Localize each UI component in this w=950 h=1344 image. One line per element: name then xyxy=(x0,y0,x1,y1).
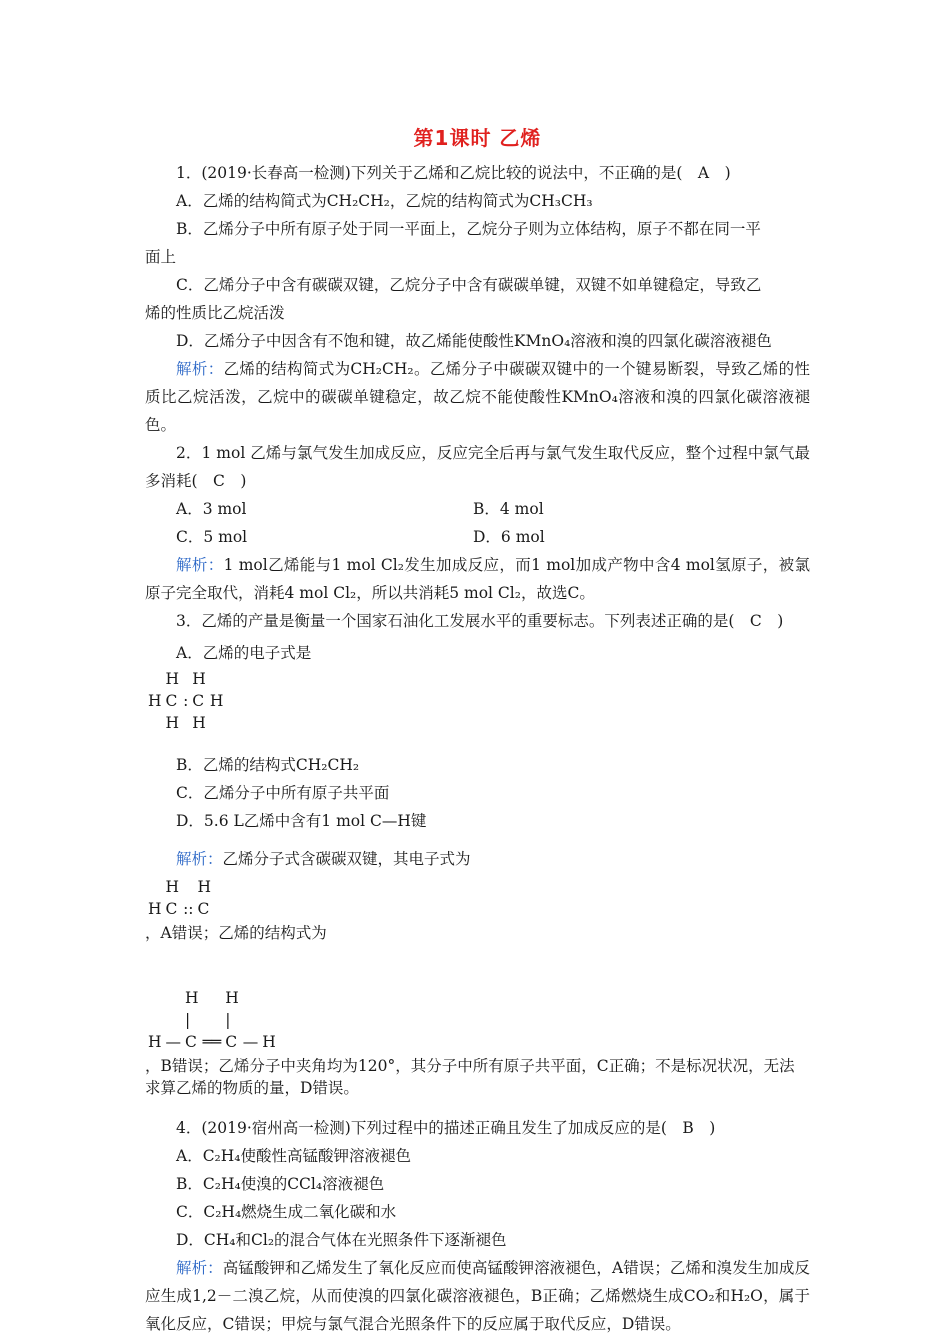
q1-analysis xyxy=(145,355,810,439)
q3-option-a xyxy=(145,639,810,667)
q2-option-c: C．5 mol xyxy=(176,528,248,546)
q1-option-b: B．乙烯分子中所有原子处于同一平面上，乙烷分子则为立体结构，原子不都在同一平 xyxy=(176,220,761,238)
q4-option-d: D．CH₄和Cl₂的混合气体在光照条件下逐渐褪色 xyxy=(176,1230,507,1249)
analysis-label: 解析： xyxy=(176,360,224,378)
q3-option-c: C．乙烯分子中所有原子共平面 xyxy=(176,783,390,802)
q2-options-row-1 xyxy=(145,495,810,523)
q3-analysis-text-3: ，B错误；乙烯分子中夹角均为120°，其分子中所有原子共平面，C正确；不是标况状况，无法求算乙烯的物质的量，D错误。 xyxy=(145,1057,795,1097)
page-title: 第1课时 乙烯 xyxy=(413,126,542,150)
q1-option-d: D．乙烯分子中因含有不饱和键，故乙烯能使酸性KMnO₄溶液和溴的四氯化碳溶液褪色 xyxy=(176,332,772,350)
q2-option-a: A．3 mol xyxy=(176,500,247,518)
q3-analysis-text-2: ，A错误；乙烯的结构式为 xyxy=(145,923,327,942)
document-page: 第1课时 乙烯 1．(2019·长春高一检测)下列关于乙烯和乙烷比较的说法中，不正确的是( A ) A．乙烯的结构简式为CH₂CH₂，乙烷的结构简式为CH₃CH₃ B．乙烯分子中所有原子处于同一平面上，乙烷分子则为立体结构，原子不都在同一平 面上 C．乙烯分子中含有碳碳双键，乙烷分子中含有碳碳单键，双键不如单键稳定，导致乙 烯的性质比乙烷活泼 D．乙烯分子中因含有不饱和键，故乙烯能使酸性KMnO₄溶液和溴的四氯化碳溶液褪色 解析：乙烯的结构简式为CH₂CH₂。乙烯分子中碳碳双键中的一个键易断裂，导致乙烯的性质比乙烷活泼，乙烷中的碳碳单键稳定，故乙烷不能使酸性KMnO₄溶液和溴的四氯化碳溶液褪色。 2．1 mol 乙烯与氯气发生加成反应，反应完全后再与氯气发生取代反应，整个过程中氯气最多消耗( C ) A．3 mol B．4 mol C．5 mol D．6 mol 解析：1 mol乙烯能与1 mol Cl₂发生加成反应，而1 mol加成产物中含4 mol氢原子，被氯原子完全取代，消耗4 mol Cl₂，所以共消耗5 mol Cl₂，故选C。 3．乙烯的产量是衡量一个国家石油化工发展水平的重要标志。下列表述正确的是( C ) A．乙烯的电子式是 H H H C : C H H H B．乙烯的结构式CH₂CH₂ C．乙烯分子中所有原子共平面 D．5.6 L乙烯中含有1 mol C—H键 解析：乙烯分子式含碳碳双键，其电子式为 H H H C :: C ，A错误；乙烯的结构式为 H H | | H — C ══ C — H ，B错误；乙烯分子中夹角均为120°，其分子中所有原子共平面，C正确；不是标况状况，无法求算乙烯的物质的量，D错误。 4．(2019·宿州高一检测)下列过程中的描述正确且发生了加成反应的是( B ) A．C₂H₄使酸性高锰酸钾溶液褪色 B．C₂H₄使溴的CCl₄溶液褪色 C．C₂H₄燃烧生成二氧化碳和水 D．CH₄和Cl₂的混合气体在光照条件下逐渐褪色 解析：高锰酸钾和乙烯发生了氧化反应而使高锰酸钾溶液褪色，A错误；乙烯和溴发生加成反应生成1,2－二溴乙烷，从而使溴的四氯化碳溶液褪色，B正确；乙烯燃烧生成CO₂和H₂O，属于氧化反应，C错误；甲烷与氯气混合光照条件下的反应属于取代反应，D错误。 xyxy=(145,118,810,1338)
analysis-label: 解析： xyxy=(176,556,224,574)
analysis-label: 解析： xyxy=(176,1258,223,1277)
q1-option-a: A．乙烯的结构简式为CH₂CH₂，乙烷的结构简式为CH₃CH₃ xyxy=(176,192,593,210)
q2-option-d: D．6 mol xyxy=(473,528,545,546)
q4-option-a: A．C₂H₄使酸性高锰酸钾溶液褪色 xyxy=(176,1146,411,1165)
q1-option-c: C．乙烯分子中含有碳碳双键，乙烷分子中含有碳碳单键，双键不如单键稳定，导致乙 xyxy=(176,276,762,294)
q2-option-b: B．4 mol xyxy=(473,500,544,518)
q4-option-c: C．C₂H₄燃烧生成二氧化碳和水 xyxy=(176,1202,397,1221)
question-1-stem: 1．(2019·长春高一检测)下列关于乙烯和乙烷比较的说法中，不正确的是( A ) xyxy=(176,164,731,182)
q2-analysis-text: 1 mol乙烯能与1 mol Cl₂发生加成反应，而1 mol加成产物中含4 mol氢原子，被氯原子完全取代，消耗4 mol Cl₂，所以共消耗5 mol Cl₂，故选C。 xyxy=(145,556,810,602)
q1-option-b-cont: 面上 xyxy=(145,248,177,266)
q3-analysis xyxy=(145,843,810,875)
q2-analysis xyxy=(145,551,810,607)
q3-analysis-cont xyxy=(145,958,810,986)
q3-option-b: B．乙烯的结构式CH₂CH₂ xyxy=(176,755,360,774)
q2-options-row-2 xyxy=(145,523,810,551)
q3-option-a-text: A．乙烯的电子式是 xyxy=(176,644,312,662)
question-3-stem: 3．乙烯的产量是衡量一个国家石油化工发展水平的重要标志。下列表述正确的是( C ) xyxy=(176,612,784,630)
q3-option-d: D．5.6 L乙烯中含有1 mol C—H键 xyxy=(176,811,427,830)
analysis-label: 解析： xyxy=(176,849,223,868)
q4-option-b: B．C₂H₄使溴的CCl₄溶液褪色 xyxy=(176,1174,385,1193)
q1-option-c-cont: 烯的性质比乙烷活泼 xyxy=(145,304,285,322)
q4-analysis xyxy=(145,1254,810,1338)
question-2-stem: 2．1 mol 乙烯与氯气发生加成反应，反应完全后再与氯气发生取代反应，整个过程中氯气最多消耗( C ) xyxy=(145,444,810,490)
q4-analysis-text: 高锰酸钾和乙烯发生了氧化反应而使高锰酸钾溶液褪色，A错误；乙烯和溴发生加成反应生成1,2－二溴乙烷，从而使溴的四氯化碳溶液褪色，B正确；乙烯燃烧生成CO₂和H₂O，属于氧化反应，C错误；甲烷与氯气混合光照条件下的反应属于取代反应，D错误。 xyxy=(145,1258,810,1333)
q3-analysis-text-1: 乙烯分子式含碳碳双键，其电子式为 xyxy=(222,849,471,868)
question-4-stem: 4．(2019·宿州高一检测)下列过程中的描述正确且发生了加成反应的是( B ) xyxy=(176,1118,716,1137)
q1-analysis-text: 乙烯的结构简式为CH₂CH₂。乙烯分子中碳碳双键中的一个键易断裂，导致乙烯的性质比乙烷活泼，乙烷中的碳碳单键稳定，故乙烷不能使酸性KMnO₄溶液和溴的四氯化碳溶液褪色。 xyxy=(145,360,810,434)
